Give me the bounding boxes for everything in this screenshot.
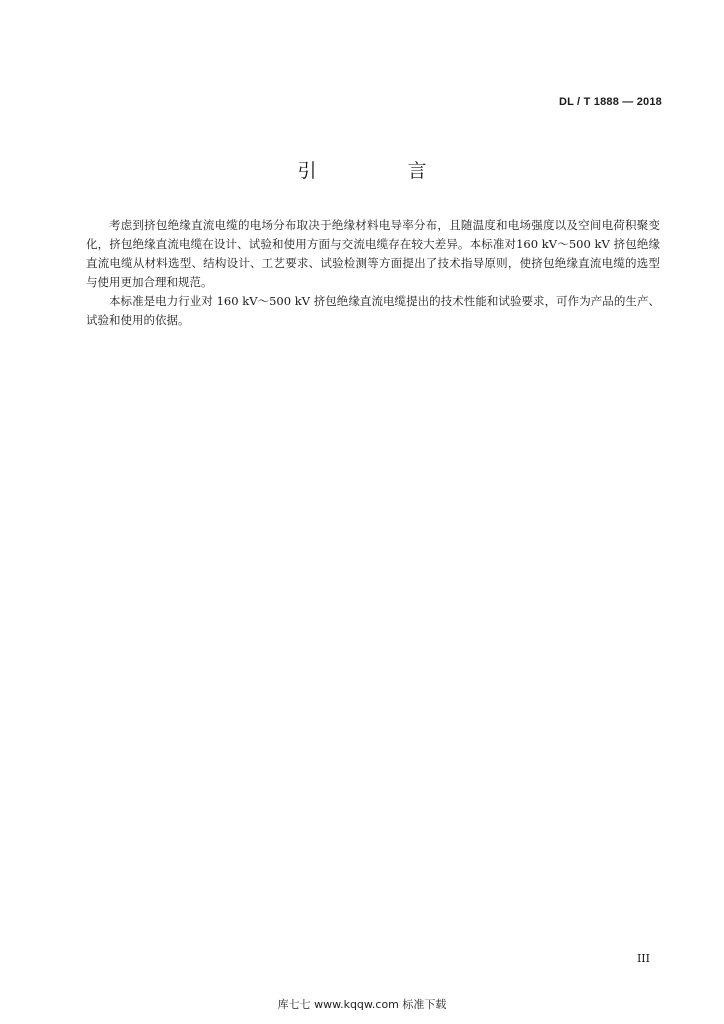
paragraph-intro: 考虑到挤包绝缘直流电缆的电场分布取决于绝缘材料电导率分布，且随温度和电场强度以及空间电荷积聚变化，挤包绝缘直流电缆在设计、试验和使用方面与交流电缆存在较大差异。本标准对160 kV～500 kV 挤包绝缘直流电缆从材料选型、结构设计、工艺要求、试验检测等方面提出了技术指导原则，使挤包绝缘直流电缆的选型与使用更加合理和规范。 [86,218,660,289]
body-text [86,216,660,330]
paragraph-scope: 本标准是电力行业对 160 kV～500 kV 挤包绝缘直流电缆提出的技术性能和试验要求，可作为产品的生产、试验和使用的依据。 [86,294,660,327]
page-number: III [636,952,650,965]
footer-watermark: 库七七 www.kqqw.com 标准下载 [277,998,447,1011]
standard-code: DL / T 1888 — 2018 [558,96,662,108]
page-title: 引 言 [297,160,463,182]
